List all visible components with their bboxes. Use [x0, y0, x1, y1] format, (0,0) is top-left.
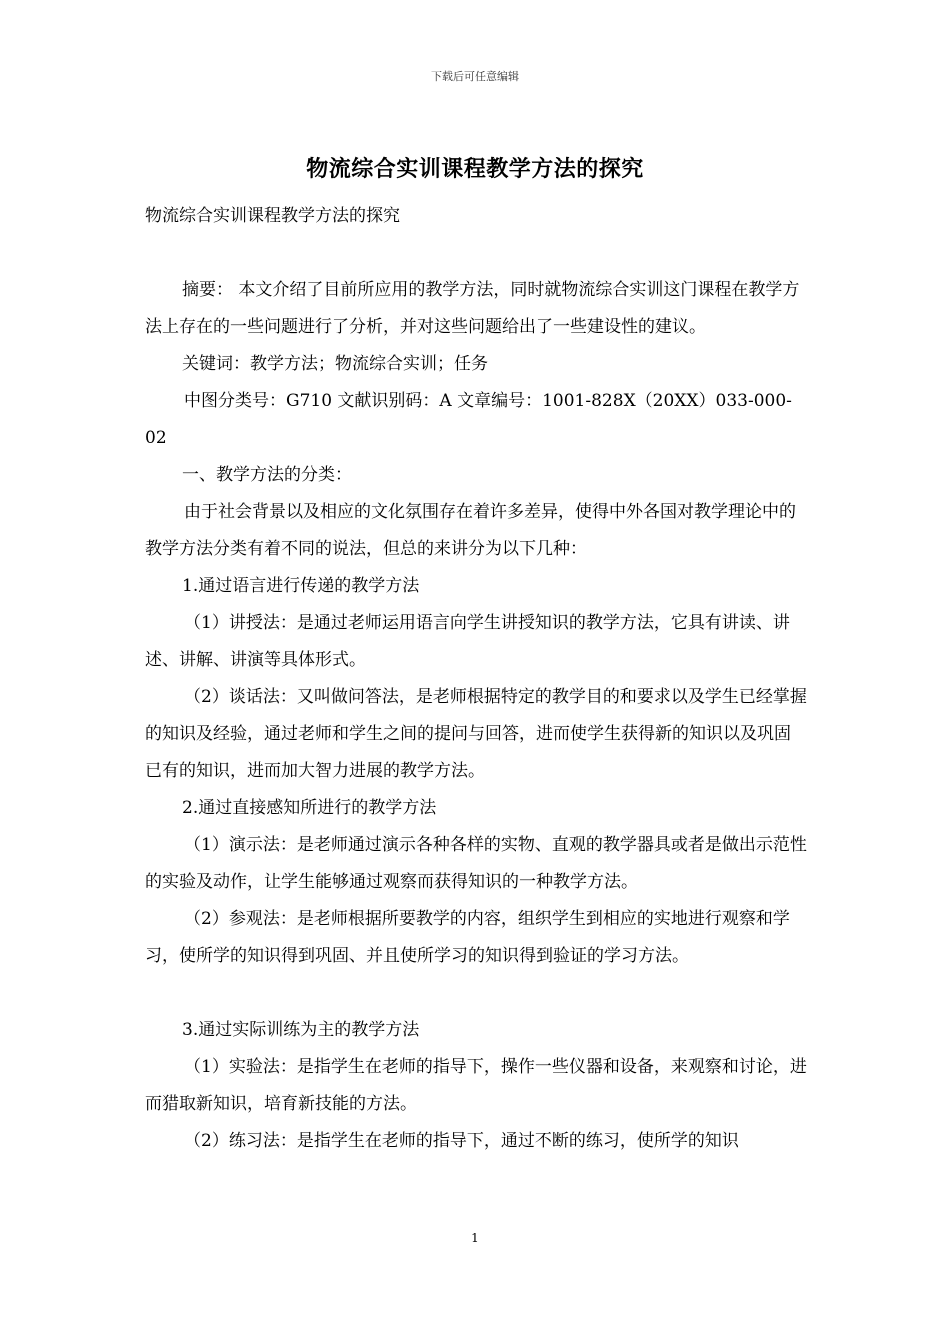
body-paragraph: （2）参观法：是老师根据所要教学的内容，组织学生到相应的实地进行观察和学习，使所学的知识得到巩固、并且使所学习的知识得到验证的学习方法。: [145, 909, 790, 966]
document-title: 物流综合实训课程教学方法的探究: [306, 156, 644, 182]
body-paragraph: （2）练习法：是指学生在老师的指导下，通过不断的练习，使所学的知识: [184, 1131, 739, 1151]
blank-line: [145, 975, 807, 1012]
body-paragraph: （1）讲授法：是通过老师运用语言向学生讲授知识的教学方法，它具有讲读、讲述、讲解、讲演等具体形式。: [145, 613, 790, 670]
body-paragraph: （1）演示法：是老师通过演示各种各样的实物、直观的教学器具或者是做出示范性的实验及动作，让学生能够通过观察而获得知识的一种教学方法。: [145, 835, 807, 892]
body-paragraph: 由于社会背景以及相应的文化氛围存在着许多差异，使得中外各国对教学理论中的教学方法分类有着不同的说法，但总的来讲分为以下几种：: [145, 502, 796, 559]
subtitle-paragraph: 物流综合实训课程教学方法的探究: [145, 206, 400, 226]
subsection-heading: 3.通过实际训练为主的教学方法: [182, 1020, 420, 1040]
header-note: 下载后可任意编辑: [431, 70, 519, 83]
blank-line: [145, 235, 807, 272]
section-heading: 一、教学方法的分类：: [182, 465, 352, 485]
abstract-paragraph: 摘要： 本文介绍了目前所应用的教学方法，同时就物流综合实训这门课程在教学方法上存在的一些问题进行了分析，并对这些问题给出了一些建设性的建议。: [145, 280, 800, 337]
keywords-paragraph: 关键词：教学方法；物流综合实训；任务: [182, 354, 488, 374]
document-body: [145, 198, 807, 1160]
page-number: 1: [471, 1231, 479, 1245]
body-paragraph: （1）实验法：是指学生在老师的指导下，操作一些仪器和设备，来观察和讨论，进而猎取新知识，培育新技能的方法。: [145, 1057, 807, 1114]
subsection-heading: 1.通过语言进行传递的教学方法: [182, 576, 420, 596]
classification-paragraph: 中图分类号：G710 文献识别码：A 文章编号：1001-828X（20XX）033-000-02: [145, 391, 792, 448]
subsection-heading: 2.通过直接感知所进行的教学方法: [182, 798, 437, 818]
body-paragraph: （2）谈话法：又叫做问答法，是老师根据特定的教学目的和要求以及学生已经掌握的知识及经验，通过老师和学生之间的提问与回答，进而使学生获得新的知识以及巩固已有的知识，进而加大智力进展的教学方法。: [145, 687, 807, 781]
